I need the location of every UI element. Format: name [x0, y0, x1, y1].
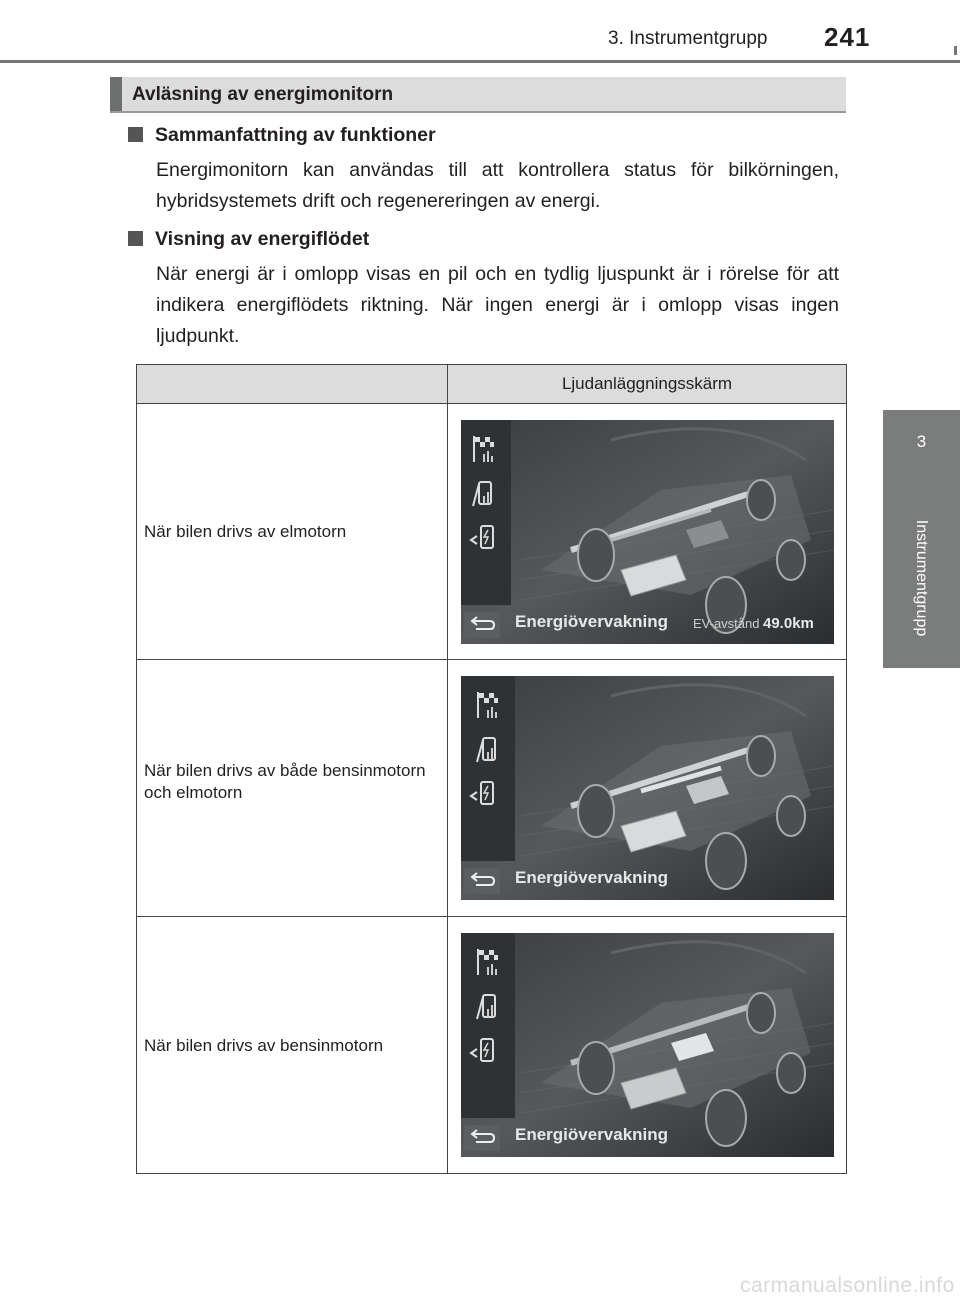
back-button[interactable] — [464, 612, 500, 638]
header-rule — [0, 60, 960, 63]
car-energy-illustration — [461, 676, 834, 900]
watermark: carmanualsonline.info — [740, 1274, 955, 1297]
subheading-energy-flow — [128, 228, 369, 251]
screen-title: Energiövervakning — [515, 868, 669, 887]
subheading-text: Visning av energiflödet — [155, 228, 370, 250]
back-arrow-icon — [464, 612, 500, 638]
page-number: 241 — [824, 22, 871, 52]
battery-energy-icon — [469, 778, 497, 810]
fuel-consumption-icon — [473, 734, 501, 766]
row-condition: När bilen drivs av både bensinmotorn och elmotorn — [144, 761, 426, 802]
side-tab-label: Instrumentgrupp — [913, 519, 930, 637]
checkered-flag-icon — [473, 690, 501, 722]
back-button[interactable] — [464, 868, 500, 894]
paragraph-energy-flow: När energi är i omlopp visas en pil och en tydlig ljuspunkt är i rörelse för att indikera energiflödets riktning. När ingen energi är i omlopp visas ingen ljudpunkt. — [156, 263, 839, 347]
chapter-side-tab — [883, 410, 960, 668]
energy-monitor-screen — [461, 420, 834, 644]
table-row — [137, 660, 846, 917]
section-title: Avläsning av energimonitorn — [132, 84, 394, 105]
energy-monitor-screen — [461, 933, 834, 1157]
ev-range-label: EV-avstånd — [693, 616, 760, 631]
fuel-consumption-icon — [469, 478, 497, 510]
energy-monitor-screen — [461, 676, 834, 900]
section-title-box — [110, 77, 846, 113]
back-button[interactable] — [464, 1125, 500, 1151]
bullet-square-icon — [128, 127, 143, 142]
paragraph-summary: Energimonitorn kan användas till att kontrollera status för bilkörningen, hybridsystemets drift och regenereringen av energi. — [156, 159, 839, 212]
bullet-square-icon — [128, 231, 143, 246]
subheading-summary — [128, 124, 436, 147]
car-energy-illustration — [461, 420, 834, 644]
back-arrow-icon — [464, 1125, 500, 1151]
crop-mark — [954, 46, 957, 55]
table-row — [137, 917, 846, 1173]
section-title-bar — [110, 77, 122, 111]
battery-energy-icon — [469, 522, 497, 554]
table-column-divider — [447, 365, 448, 1173]
row-condition: När bilen drivs av bensinmotorn — [144, 1036, 384, 1055]
chapter-heading: 3. Instrumentgrupp — [608, 28, 768, 49]
ev-range-value: 49.0km — [763, 615, 814, 632]
battery-energy-icon — [469, 1035, 497, 1067]
screen-title: Energiövervakning — [515, 612, 669, 631]
table-header-row — [137, 365, 846, 404]
table-header-label: Ljudanläggningsskärm — [561, 374, 733, 393]
fuel-consumption-icon — [473, 991, 501, 1023]
checkered-flag-icon — [473, 947, 501, 979]
row-condition: När bilen drivs av elmotorn — [144, 522, 347, 541]
subheading-text: Sammanfattning av funktioner — [155, 124, 436, 146]
table-row — [137, 403, 846, 660]
car-energy-illustration — [461, 933, 834, 1157]
checkered-flag-icon — [469, 434, 497, 466]
energy-monitor-table — [136, 364, 847, 1174]
back-arrow-icon — [464, 868, 500, 894]
side-tab-number: 3 — [916, 432, 927, 451]
screen-title: Energiövervakning — [515, 1125, 669, 1144]
